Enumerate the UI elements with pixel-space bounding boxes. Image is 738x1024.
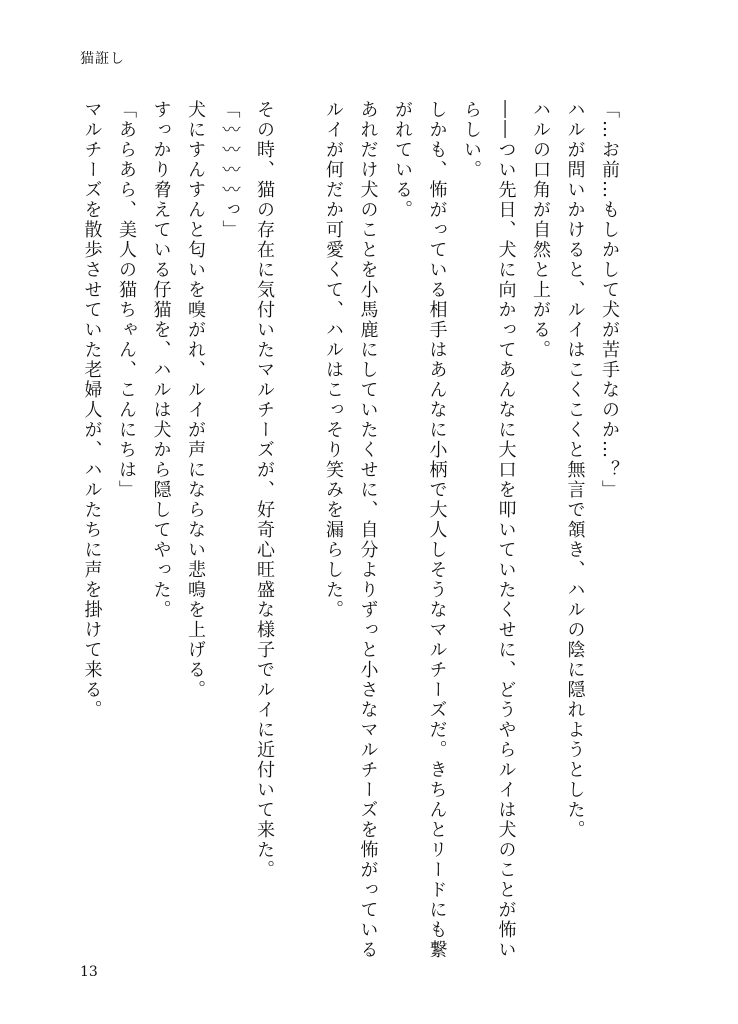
text-line: すっかり脅えている仔猫を、ハルは犬から隠してやった。: [150, 100, 172, 620]
text-line: ハルの口角が自然と上がる。: [530, 100, 551, 360]
running-title: 猫誑し: [80, 51, 125, 67]
text-line: 「あらあら、美人の猫ちゃん、こんにちは」: [116, 100, 137, 500]
text-line: ハルが問いかけると、ルイはこくこくと無言で頷き、ハルの陰に隠れようとした。: [564, 100, 586, 840]
text-line: がれている。: [392, 100, 413, 220]
page-number: 13: [80, 964, 98, 980]
text-line: ――つい先日、犬に向かってあんなに大口を叩いていたくせに、どうやらルイは犬のことが怖い: [495, 100, 517, 960]
text-line: しかも、怖がっている相手はあんなに小柄で大人しそうなマルチーズだ。きちんとリードにも繋: [426, 100, 448, 960]
paragraph-break: [281, 100, 316, 980]
body-text: [74, 100, 626, 980]
text-line: あれだけ犬のことを小馬鹿にしていたくせに、自分よりずっと小さなマルチーズを怖がっている: [357, 100, 379, 960]
text-line: らしい。: [461, 100, 482, 180]
text-line: 犬にすんすんと匂いを嗅がれ、ルイが声にならない悲鳴を上げる。: [185, 100, 206, 700]
text-line: ルイが何だか可愛くて、ハルはこっそり笑みを漏らした。: [323, 100, 344, 620]
text-line: 「…お前…もしかして犬が苦手なのか…？」: [599, 100, 620, 500]
text-line: マルチーズを散歩させていた老婦人が、ハルたちに声を掛けて来る。: [81, 100, 103, 720]
text-line: その時、猫の存在に気付いたマルチーズが、好奇心旺盛な様子でルイに近付いて来た。: [254, 100, 275, 880]
text-line: 「〰〰〰〰っ」: [219, 100, 241, 240]
